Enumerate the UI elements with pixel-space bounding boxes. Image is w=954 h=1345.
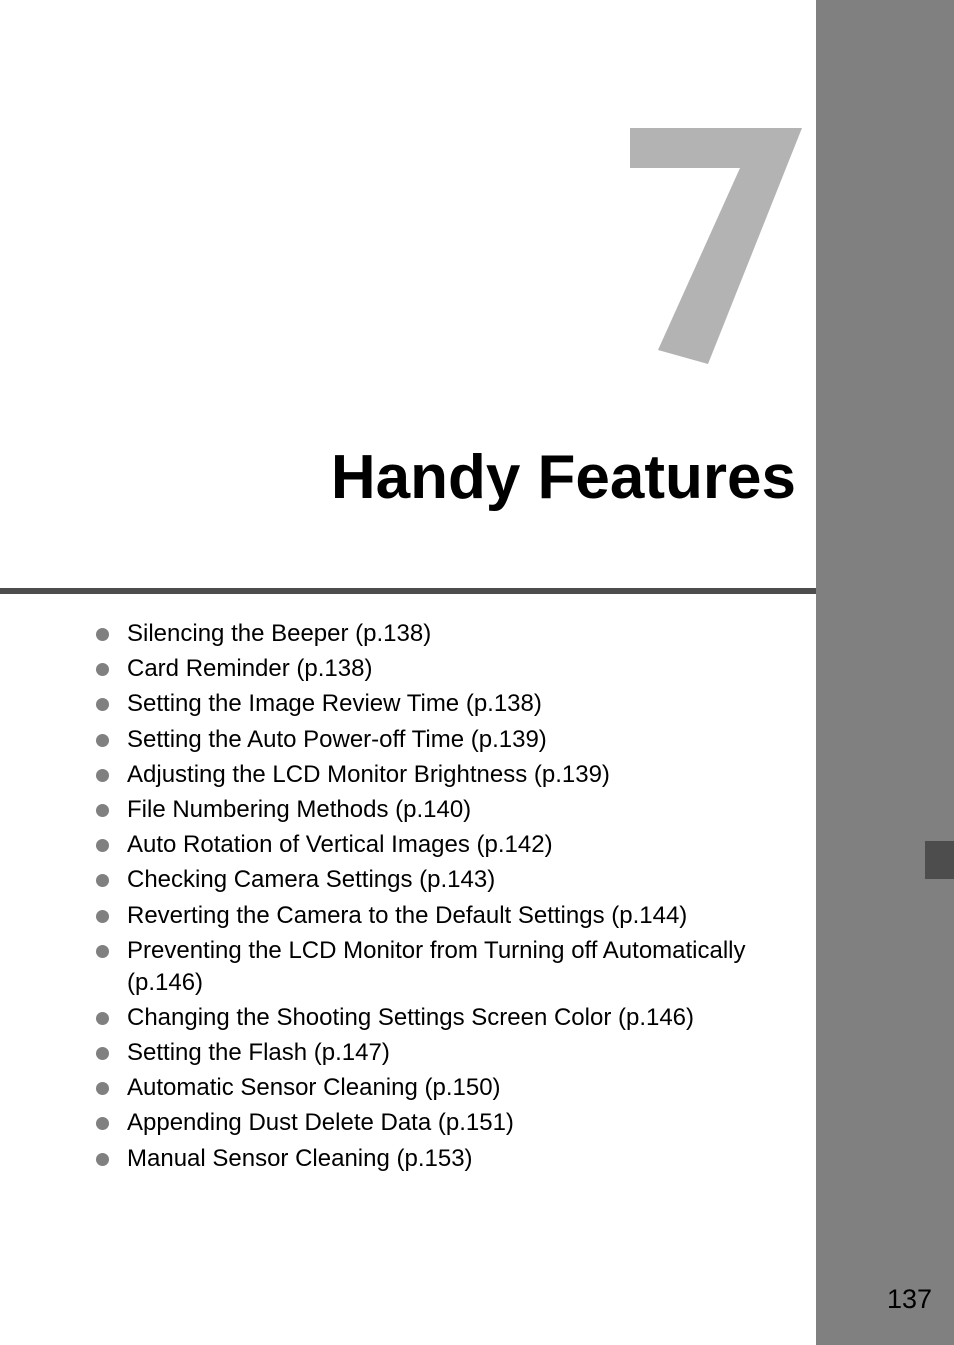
bullet-icon — [96, 628, 109, 641]
bullet-icon — [96, 804, 109, 817]
bullet-icon — [96, 910, 109, 923]
bullet-icon — [96, 734, 109, 747]
contents-item-label: Setting the Auto Power-off Time (p.139) — [127, 725, 547, 753]
chapter-number-graphic — [630, 128, 802, 364]
contents-item-label: Preventing the LCD Monitor from Turning off Automatically (p.146) — [127, 936, 746, 996]
title-divider — [0, 588, 816, 594]
contents-item — [0, 1002, 816, 1034]
contents-item-label: Setting the Image Review Time (p.138) — [127, 690, 542, 718]
contents-item — [0, 794, 816, 826]
chapter-tab-marker — [925, 841, 954, 879]
contents-item — [0, 864, 816, 896]
contents-item-label: Automatic Sensor Cleaning (p.150) — [127, 1074, 501, 1102]
contents-item — [0, 829, 816, 861]
contents-item-label: Changing the Shooting Settings Screen Color (p.146) — [127, 1003, 695, 1031]
chapter-title: Handy Features — [330, 443, 796, 512]
contents-item — [0, 1072, 816, 1104]
contents-item-label: Auto Rotation of Vertical Images (p.142) — [127, 831, 553, 859]
chapter-sidebar — [816, 0, 954, 1345]
chapter-contents-list — [0, 618, 816, 1178]
contents-item-label: Silencing the Beeper (p.138) — [127, 620, 432, 647]
contents-item — [0, 688, 816, 720]
bullet-icon — [96, 1117, 109, 1130]
bullet-icon — [96, 1153, 109, 1166]
bullet-icon — [96, 698, 109, 711]
contents-item-label: Card Reminder (p.138) — [127, 655, 373, 683]
bullet-icon — [96, 769, 109, 782]
contents-item — [0, 935, 816, 999]
contents-item — [0, 759, 816, 791]
contents-item-label: Reverting the Camera to the Default Settings (p.144) — [127, 901, 688, 929]
contents-item — [0, 1107, 816, 1139]
contents-item-label: File Numbering Methods (p.140) — [127, 795, 472, 823]
contents-item-label: Checking Camera Settings (p.143) — [127, 866, 496, 894]
contents-item-label: Appending Dust Delete Data (p.151) — [127, 1109, 514, 1137]
page-number: 137 — [886, 1284, 932, 1314]
bullet-icon — [96, 1082, 109, 1095]
contents-item-label: Manual Sensor Cleaning (p.153) — [127, 1144, 473, 1172]
bullet-icon — [96, 1012, 109, 1025]
chapter-number-seven-shape — [630, 128, 802, 364]
contents-item-label: Setting the Flash (p.147) — [127, 1039, 390, 1067]
contents-item — [0, 900, 816, 932]
bullet-icon — [96, 1047, 109, 1060]
bullet-icon — [96, 874, 109, 887]
contents-item — [0, 724, 816, 756]
bullet-icon — [96, 839, 109, 852]
bullet-icon — [96, 663, 109, 676]
bullet-icon — [96, 945, 109, 958]
contents-item-label: Adjusting the LCD Monitor Brightness (p.139) — [127, 760, 610, 788]
contents-item — [0, 618, 816, 650]
contents-item — [0, 1143, 816, 1175]
contents-item — [0, 653, 816, 685]
contents-item — [0, 1037, 816, 1069]
